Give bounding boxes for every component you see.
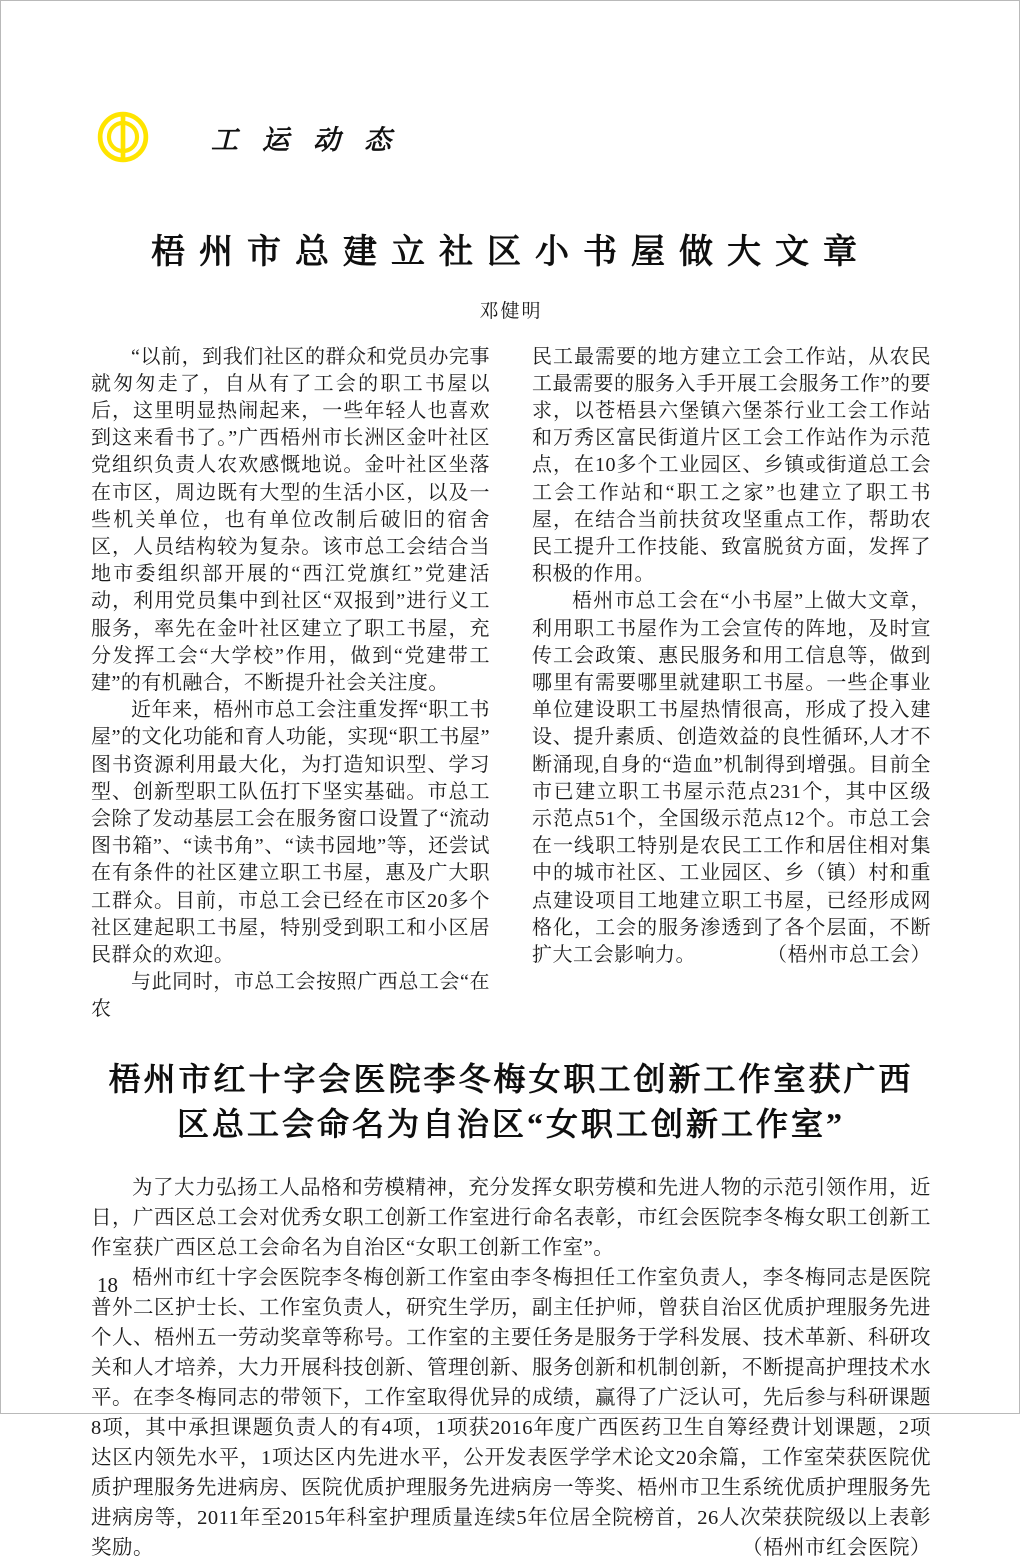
article1-right-column	[532, 344, 931, 1024]
page-number: 18	[97, 1273, 118, 1297]
article1-title: 梧州市总建立社区小书屋做大文章	[151, 233, 871, 271]
page-header	[97, 111, 415, 163]
section-label: 工运动态	[211, 124, 415, 155]
article1-left-column	[91, 344, 490, 1024]
article2-paragraph: 为了大力弘扬工人品格和劳模精神，充分发挥女职劳模和先进人物的示范引领作用，近日，广西区总工会对优秀女职工创新工作室进行命名表彰，市红会医院李冬梅女职工创新工作室获广西区总工会命名为自治区“女职工创新工作室”。	[91, 1177, 931, 1260]
article2-body	[91, 1173, 931, 1563]
article1-paragraph	[532, 588, 931, 969]
article2-title-line1: 梧州市红十字会医院李冬梅女职工创新工作室获广西	[108, 1060, 914, 1097]
article1-attribution: （梧州市总工会）	[767, 944, 931, 966]
page-content	[1, 24, 1019, 1563]
article1-paragraph: “以前，到我们社区的群众和党员办完事就匆匆走了，自从有了工会的职工书屋以后，这里明显热闹起来，一些年轻人也喜欢到这来看书了。”广西梧州市长洲区金叶社区党组织负责人农欢感慨地说。金叶社区坐落在市区，周边既有大型的生活小区，以及一些机关单位，也有单位改制后破旧的宿舍区，人员结构较为复杂。该市总工会结合当地市委组织部开展的“西江党旗红”党建活动，利用党员集中到社区“双报到”进行义工服务，率先在金叶社区建立了职工书屋，充分发挥工会“大学校”作用，做到“党建带工建”的有机融合，不断提升社会关注度。	[91, 345, 490, 694]
article1-paragraph-text: 梧州市总工会在“小书屋”上做大文章，利用职工书屋作为工会宣传的阵地，及时宣传工会政策、惠民服务和用工信息等，做到哪里有需要哪里就建职工书屋。一些企事业单位建设职工书屋热情很高，形成了投入建设、提升素质、创造效益的良性循环,人才不断涌现,自身的“造血”机制得到增强。目前全市已建立职工书屋示范点231个，其中区级示范点51个，全国级示范点12个。市总工会在一线职工特别是农民工工作和居住相对集中的城市社区、工业园区、乡（镇）村和重点建设项目工地建立职工书屋，已经形成网格化，工会的服务渗透到了各个层面，不断扩大工会影响力。	[532, 590, 931, 966]
article2-title	[91, 1057, 931, 1147]
article1-body	[91, 344, 931, 1024]
article2-paragraph	[91, 1263, 931, 1563]
article2-paragraph-text: 梧州市红十字会医院李冬梅创新工作室由李冬梅担任工作室负责人，李冬梅同志是医院普外二区护士长、工作室负责人，研究生学历，副主任护师，曾获自治区优质护理服务先进个人、梧州五一劳动奖章等称号。工作室的主要任务是服务于学科发展、技术革新、科研攻关和人才培养，大力开展科技创新、管理创新、服务创新和机制创新，不断提高护理技术水平。在李冬梅同志的带领下，工作室取得优异的成绩，赢得了广泛认可，先后参与科研课题8项，其中承担课题负责人的有4项，1项获2016年度广西医药卫生自筹经费计划课题，2项达区内领先水平，1项达区内先进水平，公开发表医学学术论文20余篇，工作室荣获医院优质护理服务先进病房、医院优质护理服务先进病房一等奖、梧州市卫生系统优质护理服务先进病房等，2011年至2015年科室护理质量连续5年位居全院榜首，26人次荣获院级以上表彰奖励。	[91, 1267, 931, 1560]
trade-union-logo-icon	[97, 111, 149, 163]
article2-attribution: （梧州市红会医院）	[742, 1537, 931, 1560]
article1-paragraph: 与此同时，市总工会按照广西总工会“在农	[91, 971, 490, 1021]
article2-title-line2: 区总工会命名为自治区“女职工创新工作室”	[176, 1105, 845, 1142]
article1-paragraph: 民工最需要的地方建立工会工作站，从农民工最需要的服务入手开展工会服务工作”的要求，以苍梧县六堡镇六堡茶行业工会工作站和万秀区富民街道片区工会工作站作为示范点，在10多个工业园区、乡镇或街道总工会工会工作站和“职工之家”也建立了职工书屋，在结合当前扶贫攻坚重点工作，帮助农民工提升工作技能、致富脱贫方面，发挥了积极的作用。	[532, 345, 931, 586]
article1-paragraph: 近年来，梧州市总工会注重发挥“职工书屋”的文化功能和育人功能，实现“职工书屋”图书资源利用最大化，为打造知识型、学习型、创新型职工队伍打下坚实基础。市总工会除了发动基层工会在服务窗口设置了“流动图书箱”、“读书角”、“读书园地”等，还尝试在有条件的社区建立职工书屋，惠及广大职工群众。目前，市总工会已经在市区20多个社区建起职工书屋，特别受到职工和小区居民群众的欢迎。	[91, 699, 490, 966]
article1-author: 邓健明	[479, 300, 543, 322]
